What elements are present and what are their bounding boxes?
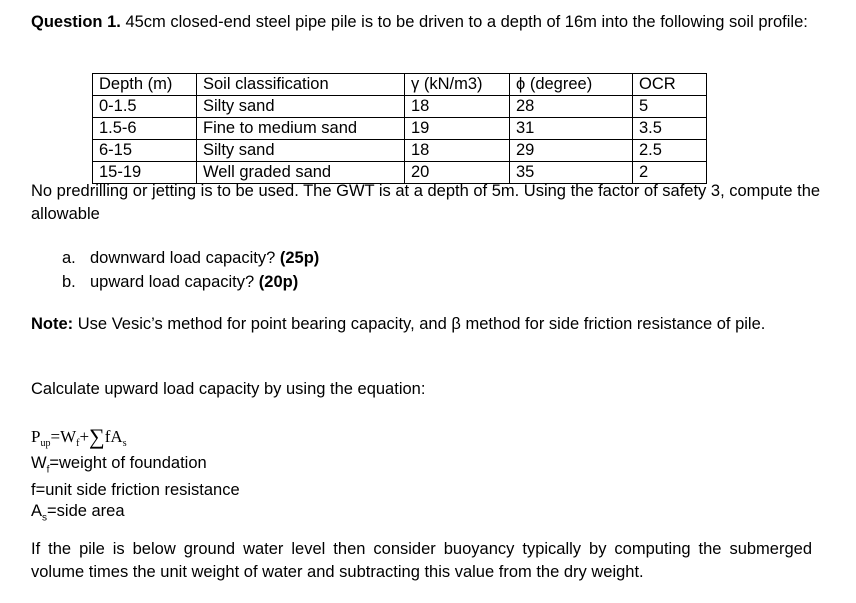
def-symbol: W [31, 454, 47, 472]
item-label: a. [62, 249, 76, 267]
question-number: Question 1. [31, 13, 121, 31]
eq-p-sub: up [40, 438, 51, 449]
item-points: (25p) [279, 249, 320, 267]
def-symbol: A [31, 502, 43, 521]
cell-depth: 6-15 [93, 140, 197, 162]
eq-w-sub: f [76, 438, 80, 449]
cell-gamma: 20 [405, 162, 510, 184]
def-text: =side area [47, 502, 125, 521]
cell-soil: Fine to medium sand [197, 118, 405, 140]
item-label: b. [62, 273, 76, 291]
cell-depth: 0-1.5 [93, 96, 197, 118]
cell-ocr: 5 [633, 96, 707, 118]
buoyancy-paragraph: If the pile is below ground water level then consider buoyancy typically by computing the submerged volume times the unit weight of water and subtracting this value from the dry weight. [31, 540, 812, 581]
def-symbol: f [31, 481, 36, 500]
header-depth: Depth (m) [93, 74, 197, 96]
def-subscript: f [46, 464, 50, 476]
cell-soil: Well graded sand [197, 162, 405, 184]
cell-phi: 29 [510, 140, 633, 162]
cell-soil: Silty sand [197, 140, 405, 162]
cell-gamma: 18 [405, 140, 510, 162]
cell-depth: 15-19 [93, 162, 197, 184]
cell-soil: Silty sand [197, 96, 405, 118]
sigma-symbol: ∑ [89, 424, 105, 449]
item-text: downward load capacity? [90, 249, 276, 267]
eq-equals: = [50, 427, 61, 446]
note-paragraph [31, 313, 821, 336]
def-text: =weight of foundation [49, 454, 207, 472]
header-soil-classification: Soil classification [197, 74, 405, 96]
eq-fa: fA [104, 427, 123, 446]
cell-phi: 31 [510, 118, 633, 140]
definition-area [31, 501, 240, 528]
def-text: =unit side friction resistance [35, 481, 240, 500]
eq-w: W [60, 427, 77, 446]
list-item [62, 271, 319, 295]
question-text: 45cm closed-end steel pipe pile is to be driven to a depth of 16m into the following soil profile: [125, 13, 808, 31]
table-row [93, 140, 707, 162]
conditions-paragraph: No predrilling or jetting is to be used. The GWT is at a depth of 5m. Using the factor of safety 3, compute the allowable [31, 182, 821, 223]
note-text: Use Vesic’s method for point bearing capacity, and β method for side friction resistance of pile. [77, 315, 766, 333]
eq-plus: + [79, 427, 90, 446]
definition-friction [31, 480, 240, 501]
sub-question-list [62, 247, 319, 295]
item-points: (20p) [258, 273, 299, 291]
cell-depth: 1.5-6 [93, 118, 197, 140]
cell-ocr: 3.5 [633, 118, 707, 140]
definitions-list [31, 453, 240, 529]
soil-profile-table [92, 73, 707, 184]
header-friction-angle: ϕ (degree) [510, 74, 633, 96]
eq-p: P [31, 427, 41, 446]
cell-phi: 28 [510, 96, 633, 118]
definition-weight [31, 453, 240, 480]
cell-gamma: 19 [405, 118, 510, 140]
table-row [93, 96, 707, 118]
table-row [93, 118, 707, 140]
cell-phi: 35 [510, 162, 633, 184]
list-item [62, 247, 319, 271]
question-paragraph [31, 11, 831, 34]
cell-ocr: 2.5 [633, 140, 707, 162]
def-subscript: s [42, 512, 48, 524]
calc-intro: Calculate upward load capacity by using the equation: [31, 380, 426, 398]
note-label: Note: [31, 315, 74, 333]
item-text: upward load capacity? [90, 273, 255, 291]
table-header-row [93, 74, 707, 96]
eq-a-sub: s [122, 438, 127, 449]
cell-gamma: 18 [405, 96, 510, 118]
cell-ocr: 2 [633, 162, 707, 184]
header-ocr: OCR [633, 74, 707, 96]
header-unit-weight: γ (kN/m3) [405, 74, 510, 96]
